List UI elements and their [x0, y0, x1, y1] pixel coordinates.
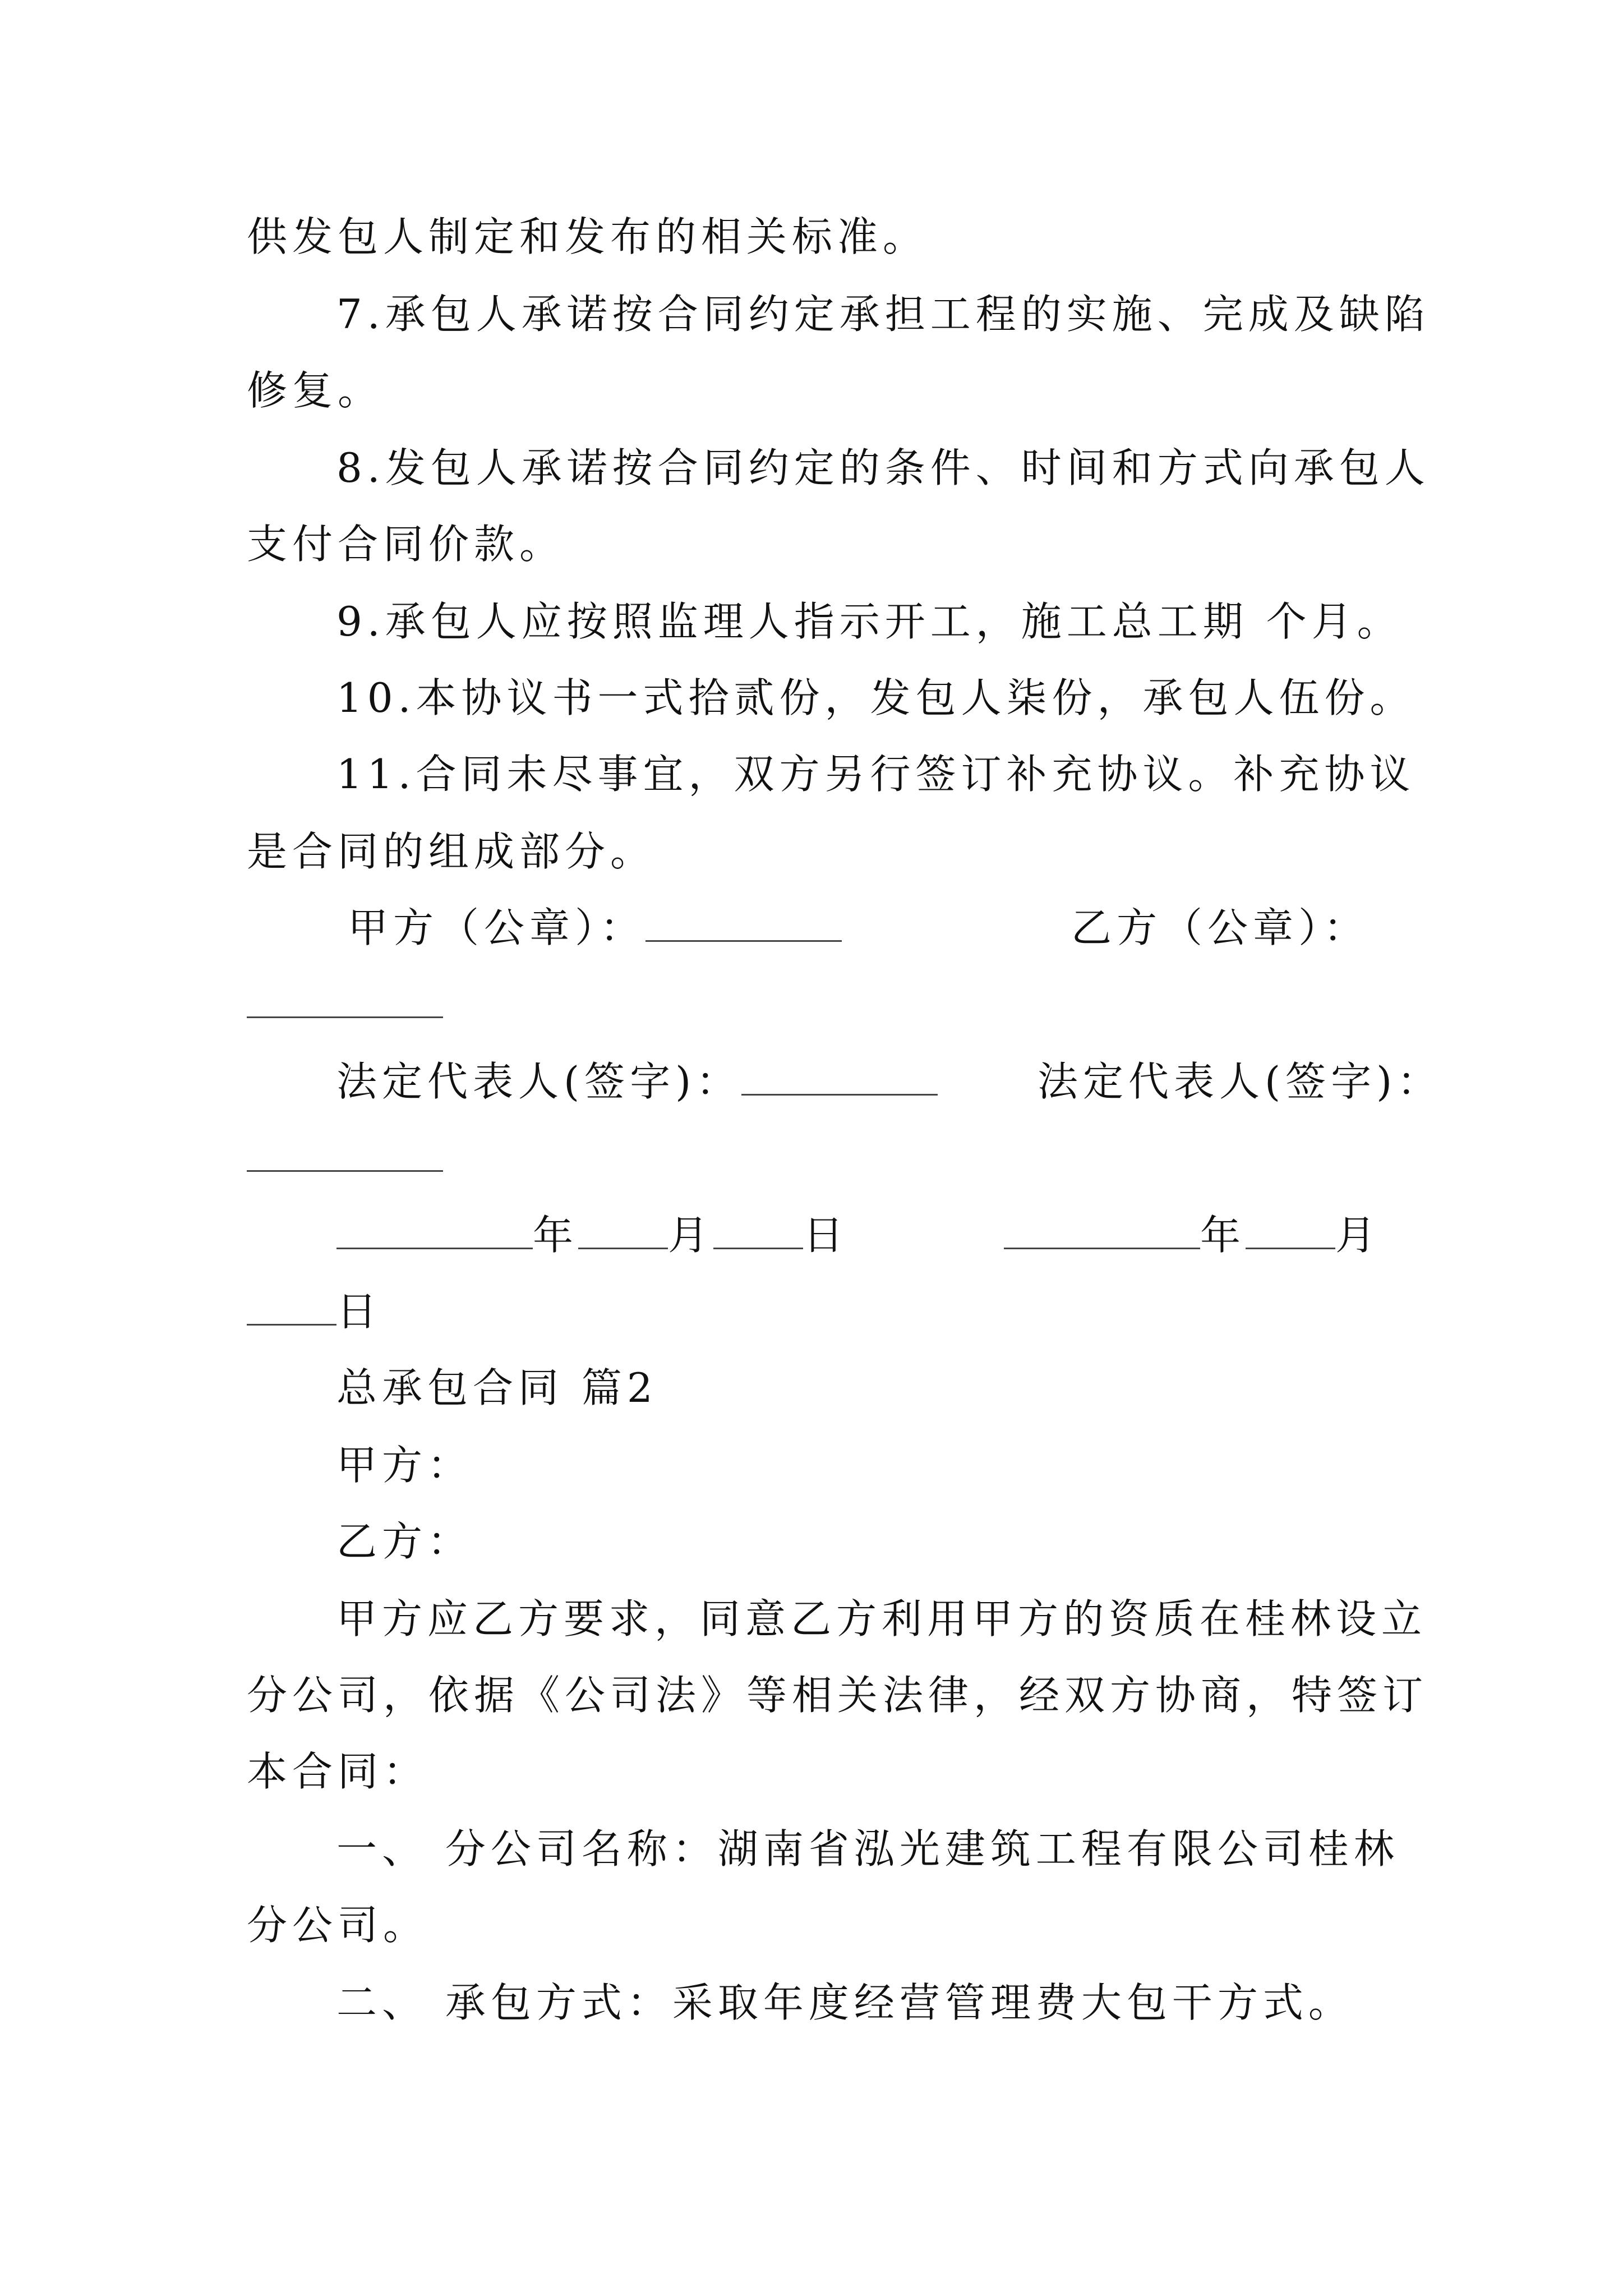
date-a-day-blank [713, 1208, 803, 1249]
party-b-line: 乙方： [336, 1518, 473, 1565]
date-a-month-blank [578, 1208, 668, 1249]
date-a-month-label: 月 [668, 1212, 714, 1259]
party-a-line: 甲方： [336, 1442, 473, 1489]
paragraph-line: 11.合同未尽事宜，双方另行签订补充协议。补充协议 [336, 751, 1415, 798]
party-a-seal-line [348, 900, 842, 956]
section-heading: 总承包合同 篇2 [336, 1364, 658, 1411]
party-b-seal-label: 乙方（公章）： [1071, 904, 1370, 951]
rep-a-blank [741, 1055, 938, 1096]
date-b-line [1004, 1207, 1381, 1263]
date-b-month-label: 月 [1335, 1212, 1381, 1259]
paragraph-line: 10.本协议书一式拾贰份，发包人柒份，承包人伍份。 [336, 674, 1415, 721]
party-b-seal-blank [247, 977, 443, 1018]
date-b-day-label: 日 [336, 1288, 382, 1335]
rep-b-label: 法定代表人(签字)： [1038, 1058, 1443, 1105]
date-a-line [336, 1207, 849, 1263]
date-b-year-blank [1004, 1208, 1200, 1249]
paragraph-line: 修复。 [247, 367, 384, 414]
intro-line: 分公司，依据《公司法》等相关法律，经双方协商，特签订 [247, 1672, 1428, 1719]
date-a-year-blank [336, 1208, 533, 1249]
paragraph-line: 是合同的组成部分。 [247, 828, 656, 875]
clause-line: 二、 承包方式：采取年度经营管理费大包干方式。 [336, 1979, 1354, 2026]
date-b-day-blank [247, 1285, 336, 1326]
clause-line: 分公司。 [247, 1902, 429, 1949]
party-a-seal-blank [645, 901, 842, 942]
rep-a-line [336, 1053, 938, 1110]
date-b-year-label: 年 [1200, 1212, 1246, 1259]
paragraph-line: 8.发包人承诺按合同约定的条件、时间和方式向承包人 [336, 444, 1430, 491]
party-b-seal-line [247, 976, 443, 1032]
party-a-seal-label: 甲方（公章）： [348, 904, 646, 951]
rep-a-label: 法定代表人(签字)： [336, 1058, 742, 1105]
date-b-day-line [247, 1283, 382, 1340]
intro-line: 甲方应乙方要求，同意乙方利用甲方的资质在桂林设立 [336, 1595, 1427, 1642]
date-a-year-label: 年 [533, 1212, 579, 1259]
paragraph-line: 支付合同价款。 [247, 521, 565, 568]
rep-b-line [247, 1130, 443, 1186]
date-a-day-label: 日 [803, 1212, 849, 1259]
paragraph-line: 9.承包人应按照监理人指示开工，施工总工期 个月。 [336, 598, 1403, 645]
date-b-month-blank [1246, 1208, 1335, 1249]
intro-line: 本合同： [247, 1748, 429, 1795]
paragraph-line: 7.承包人承诺按合同约定承担工程的实施、完成及缺陷 [336, 291, 1430, 338]
rep-b-blank [247, 1131, 443, 1172]
clause-line: 一、 分公司名称：湖南省泓光建筑工程有限公司桂林 [336, 1825, 1399, 1872]
paragraph-line: 供发包人制定和发布的相关标准。 [247, 213, 929, 260]
